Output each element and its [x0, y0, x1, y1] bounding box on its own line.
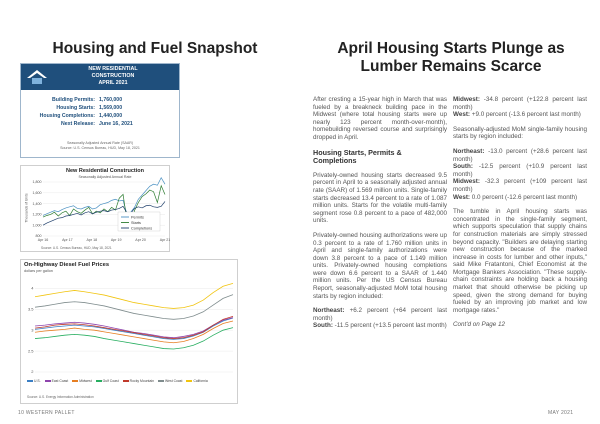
region-stat: [453, 194, 587, 202]
series-line-u.s.: [35, 318, 233, 339]
region-stat: [453, 148, 587, 163]
infographic-rows: [29, 96, 175, 128]
row-value: 1,440,000: [99, 113, 123, 119]
infographic-heading-line: APRIL 2021: [98, 80, 128, 86]
row-value: 1,760,000: [99, 97, 123, 103]
legend-entry: California: [186, 379, 207, 384]
x-tick-label: Apr 20: [135, 238, 146, 243]
region-value: -34.8 percent (+122.8 percent last month): [453, 96, 587, 111]
x-tick-label: Apr 16: [37, 238, 49, 243]
x-tick-label: Apr 19: [110, 238, 122, 243]
x-tick-label: Apr 21: [159, 238, 171, 243]
y-tick-label: 2.5: [27, 348, 34, 354]
y-tick-label: 1,800: [32, 180, 42, 185]
row-value: 1,569,000: [99, 105, 123, 111]
legend-entry: Starts: [131, 220, 141, 225]
region-value: 0.0 percent (-12.6 percent last month): [470, 193, 578, 201]
x-tick-label: Apr 18: [86, 238, 98, 243]
series-line-permits: [43, 178, 165, 216]
region-stat: [313, 322, 447, 330]
region-stat: [453, 96, 587, 111]
legend-swatch: [45, 380, 51, 382]
construction-chart-plot: [21, 166, 171, 253]
legend-entry: East Coast: [45, 379, 69, 384]
page-footer-right: MAY 2021: [548, 410, 574, 416]
legend-entry: Gulf Coast: [96, 379, 119, 384]
chart-title: On-Highway Diesel Fuel Prices: [24, 262, 110, 268]
chart-legend: [118, 212, 160, 231]
region-value: -13.0 percent (+28.6 percent last month): [453, 147, 587, 163]
chart-source: Source: U.S. Census Bureau, HUD, May 18, 2021: [41, 246, 112, 250]
row-label: Housing Starts:: [56, 105, 95, 111]
region-value: +6.2 percent (+64 percent last month): [313, 307, 447, 322]
region-label: West:: [453, 193, 471, 201]
region-value: -32.3 percent (+109 percent last month): [453, 178, 587, 193]
legend-swatch: [27, 380, 33, 382]
legend-swatch: [123, 380, 129, 382]
article-paragraph: The tumble in April housing starts was concentrated in the single-family segment, which supports speculation that supply chains for construction materials are simply stressed beyond capacity. "Builders are delaying starting new construction because of the marked increase in costs for lumber and other inputs," said Mike Fratantoni, Chief Economist at the Mortgage Bankers Association. "These supply-chain constraints are holding back a housing market that should otherwise be picking up speed, given the strong demand for buying fueled by an improving job market and low mortgage rates.": [453, 208, 587, 314]
infographic-footnote: [25, 141, 175, 151]
y-tick-label: 1,000: [32, 223, 42, 228]
page-footer-left: 10 WESTERN PALLET: [18, 410, 75, 416]
infographic-row: [29, 120, 175, 128]
chart-subtitle: Seasonally Adjusted Annual Rate: [78, 175, 132, 179]
infographic-source: Source: U.S. Census Bureau, HUD, May 18, 2021: [60, 146, 140, 150]
article-title: April Housing Starts Plunge as Lumber Remains Scarce: [337, 40, 565, 75]
region-label: South:: [313, 322, 333, 330]
y-tick-label: 3.5: [27, 306, 34, 312]
article-paragraph: Seasonally-adjusted MoM single-family housing starts by region included:: [453, 125, 587, 141]
y-tick-label: 1,600: [32, 191, 42, 195]
chart-legend: [27, 379, 233, 384]
article-intro: After cresting a 15-year high in March that was fueled by a breakneck building pace in the Midwest (where total housing starts were up nearly 123 percent month-over-month), homebuilding reversed course and surprisingly dropped in April.: [313, 96, 447, 141]
region-stat: [453, 163, 587, 178]
diesel-price-chart: [20, 259, 238, 404]
row-label: Housing Completions:: [39, 113, 95, 119]
row-label: Building Permits:: [52, 97, 95, 103]
region-label: South:: [453, 163, 473, 171]
region-label: Midwest:: [453, 178, 480, 186]
infographic-note: Seasonally Adjusted Annual Rate (SAAR): [66, 141, 134, 145]
region-stat: [453, 111, 587, 119]
chart-title: New Residential Construction: [66, 168, 144, 174]
legend-entry: U.S.: [27, 379, 41, 384]
region-stat: [453, 178, 587, 193]
region-stat: [313, 307, 447, 322]
series-line-california: [35, 283, 233, 308]
region-label: West:: [453, 111, 471, 119]
y-tick-label: 3: [31, 327, 34, 333]
x-tick-label: Apr 17: [62, 238, 73, 243]
chart-source: Source: U.S. Energy Information Administration: [27, 395, 94, 399]
legend-swatch: [186, 380, 192, 382]
infographic-heading-line: CONSTRUCTION: [91, 73, 135, 79]
continued-note: Cont'd on Page 12: [453, 321, 505, 329]
infographic-header: [21, 64, 179, 90]
legend-swatch: [158, 380, 164, 382]
legend-swatch: [96, 380, 102, 382]
row-value: June 16, 2021: [99, 121, 133, 127]
house-logo-icon: [24, 67, 50, 87]
infographic-heading-line: NEW RESIDENTIAL: [88, 66, 138, 72]
article-paragraph: Privately-owned housing authorizations were up 0.3 percent to a rate of 1.760 million units in April and single-family authorizations were down 3.8 percent to a pace of 1.149 million units. Privately-owned housing completions were down 6.6 percent to a SAAR of 1.440 million units. Per the US Census Bureau Report, seasonally-adjusted MoM total housing starts by region included:: [313, 231, 447, 300]
region-value: -12.5 percent (+10.9 percent last month): [453, 163, 587, 178]
construction-line-chart: [20, 165, 170, 252]
region-label: Northeast:: [313, 307, 345, 315]
y-tick-label: 2: [31, 369, 34, 375]
legend-entry: Completions: [131, 226, 153, 231]
region-value: +9.0 percent (-13.6 percent last month): [470, 111, 581, 119]
y-tick-label: 4: [31, 285, 34, 291]
chart-subtitle: dollars per gallon: [24, 269, 53, 273]
y-tick-label: 1,200: [32, 212, 42, 217]
article-column-2: [453, 96, 587, 336]
legend-entry: Rocky Mountain: [123, 379, 154, 384]
region-label: Northeast:: [453, 147, 485, 155]
y-tick-label: 800: [35, 234, 42, 239]
legend-entry: West Coast: [158, 379, 182, 384]
region-label: Midwest:: [453, 96, 480, 103]
series-line-west-coast: [35, 295, 233, 320]
infographic-row: [29, 112, 175, 120]
row-label: Next Release:: [60, 121, 95, 127]
infographic-row: [29, 96, 175, 104]
article-column-1: [313, 96, 447, 330]
legend-entry: Midwest: [72, 379, 91, 384]
infographic-row: [29, 104, 175, 112]
construction-infographic: [20, 63, 180, 158]
legend-swatch: [72, 380, 78, 382]
section-heading: Housing Starts, Permits & Completions: [313, 147, 402, 166]
y-tick-label: 1,400: [32, 201, 42, 206]
chart-y-axis-label: Thousands of Units: [24, 193, 29, 223]
infographic-heading: [49, 66, 177, 87]
left-page-title: Housing and Fuel Snapshot: [52, 40, 258, 57]
region-value: -11.5 percent (+13.5 percent last month): [332, 322, 447, 330]
article-paragraph: Privately-owned housing starts decreased 9.5 percent in April to a seasonally adjusted annual rate (SAAR) of 1.569 million units. Single-family starts decreased 13.4 percent to a rate of 1.087 million units. Starts for the volatile multi-family segment rose 0.8 percent to a pace of 482,000 units.: [313, 171, 447, 225]
legend-entry: Permits: [131, 215, 144, 220]
